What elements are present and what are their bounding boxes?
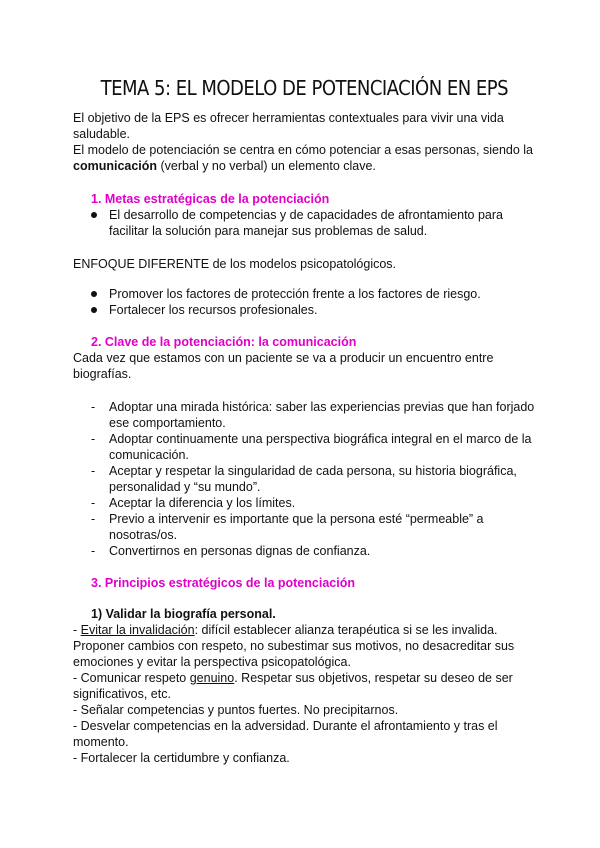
section-2-text-line-1: Cada vez que estamos con un paciente se va a producir un encuentro entre bbox=[73, 351, 494, 365]
bullet-icon bbox=[91, 212, 97, 218]
dash-marker: - bbox=[91, 400, 96, 414]
dash-marker: - bbox=[91, 432, 96, 446]
dash-item-2-line-1: Adoptar continuamente una perspectiva biográfica integral en el marco de la bbox=[109, 432, 532, 446]
bullet-icon bbox=[91, 291, 97, 297]
intro-paragraph-1-line-2: saludable. bbox=[73, 127, 130, 141]
dash-item-1-line-1: Adoptar una mirada histórica: saber las experiencias previas que han forjado bbox=[109, 400, 535, 414]
principle-line-1 bbox=[73, 622, 498, 638]
principle-line-5: significativos, etc. bbox=[73, 687, 171, 701]
dash-item-2-line-2: comunicación. bbox=[109, 448, 189, 462]
underlined-term-genuino: genuino bbox=[189, 671, 235, 685]
principle-line-4 bbox=[73, 670, 513, 686]
intro-paragraph-2-line-1: El modelo de potenciación se centra en cómo potenciar a esas personas, siendo la bbox=[73, 143, 534, 157]
underlined-term-evitar: Evitar la invalidación bbox=[80, 623, 195, 637]
dash-item-1-line-2: ese comportamiento. bbox=[109, 416, 226, 430]
dash-item-3-line-1: Aceptar y respetar la singularidad de cada persona, su historia biográfica, bbox=[109, 464, 517, 478]
dash-marker: - bbox=[91, 544, 96, 558]
dash-item-5-line-1: Previo a intervenir es importante que la persona esté “permeable” a bbox=[109, 512, 484, 526]
bullet-icon bbox=[91, 307, 97, 313]
intro-paragraph-2-line-2 bbox=[73, 158, 376, 174]
dash-marker: - bbox=[91, 512, 96, 526]
enfoque-bullet-2: Fortalecer los recursos profesionales. bbox=[109, 303, 318, 317]
dash-marker: - bbox=[91, 464, 96, 478]
principle-dash: - bbox=[73, 623, 81, 637]
intro-paragraph-2-rest: (verbal y no verbal) un elemento clave. bbox=[157, 159, 376, 173]
principle-line-2: Proponer cambios con respeto, no subestimar sus motivos, no desacreditar sus bbox=[73, 639, 515, 653]
enfoque-bullet-1: Promover los factores de protección frente a los factores de riesgo. bbox=[109, 287, 481, 301]
principle-line-7: - Desvelar competencias en la adversidad. Durante el afrontamiento y tras el bbox=[73, 719, 498, 733]
intro-paragraph-1-line-1: El objetivo de la EPS es ofrecer herramientas contextuales para vivir una vida bbox=[73, 111, 504, 125]
dash-marker: - bbox=[91, 496, 96, 510]
principle-line-4-rest: . Respetar sus objetivos, respetar su deseo de ser bbox=[234, 671, 513, 685]
principle-line-9: - Fortalecer la certidumbre y confianza. bbox=[73, 751, 290, 765]
section-1-bullet-line-2: facilitar la solución para manejar sus problemas de salud. bbox=[109, 224, 428, 238]
principle-line-3: emociones y evitar la perspectiva psicopatológica. bbox=[73, 655, 351, 669]
dash-item-4-line-1: Aceptar la diferencia y los límites. bbox=[109, 496, 296, 510]
dash-item-5-line-2: nosotras/os. bbox=[109, 528, 178, 542]
section-3-subheading: 1) Validar la biografía personal. bbox=[91, 607, 276, 621]
keyword-comunicacion: comunicación bbox=[73, 159, 158, 173]
principle-line-6: - Señalar competencias y puntos fuertes. No precipitarnos. bbox=[73, 703, 399, 717]
enfoque-text: ENFOQUE DIFERENTE de los modelos psicopatológicos. bbox=[73, 257, 397, 271]
dash-item-6-line-1: Convertirnos en personas dignas de confianza. bbox=[109, 544, 371, 558]
document-title: TEMA 5: EL MODELO DE POTENCIACIÓN EN EPS bbox=[100, 76, 509, 100]
section-1-heading: 1. Metas estratégicas de la potenciación bbox=[91, 192, 330, 206]
section-2-heading: 2. Clave de la potenciación: la comunicación bbox=[91, 335, 357, 349]
principle-line-8: momento. bbox=[73, 735, 129, 749]
principle-line-1-rest: : difícil establecer alianza terapéutica si se les invalida. bbox=[194, 623, 498, 637]
dash-item-3-line-2: personalidad y “su mundo”. bbox=[109, 480, 261, 494]
section-3-heading: 3. Principios estratégicos de la potenciación bbox=[91, 576, 355, 590]
section-1-bullet-line-1: El desarrollo de competencias y de capacidades de afrontamiento para bbox=[109, 208, 503, 222]
principle-line-4-start: - Comunicar respeto bbox=[73, 671, 190, 685]
section-2-text-line-2: biografías. bbox=[73, 367, 132, 381]
